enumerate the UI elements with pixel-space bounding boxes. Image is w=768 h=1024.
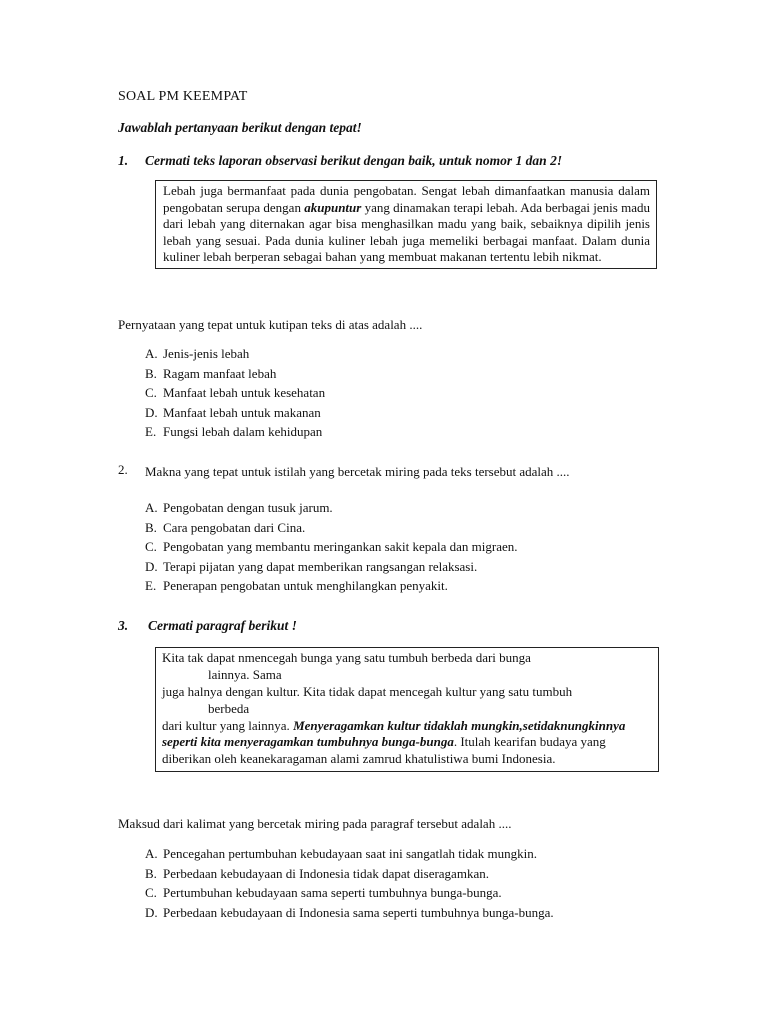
instruction-text: Jawablah pertanyaan berikut dengan tepat! xyxy=(118,120,362,135)
option-text: Pencegahan pertumbuhan kebudayaan saat ini sangatlah tidak mungkin. xyxy=(163,846,537,861)
question-1-stem: Pernyataan yang tepat untuk kutipan teks di atas adalah .... xyxy=(118,317,423,332)
option-letter: D. xyxy=(145,558,158,574)
paragraph-line: berbeda xyxy=(208,700,250,716)
option-letter: E. xyxy=(145,578,157,593)
option-text: Terapi pijatan yang dapat memberikan rangsangan relaksasi. xyxy=(163,558,478,574)
option-text: Pertumbuhan kebudayaan sama seperti tumbuhnya bunga-bunga. xyxy=(163,885,502,900)
option-letter: C. xyxy=(145,385,157,400)
option-item[interactable] xyxy=(145,346,665,366)
paragraph-line: juga halnya dengan kultur. Kita tidak dapat mencegah kultur yang satu tumbuh xyxy=(162,683,573,699)
question-3-heading xyxy=(118,617,297,635)
passage-emphasized-term: akupuntur xyxy=(304,199,362,215)
option-letter: A. xyxy=(145,500,158,515)
paragraph-line xyxy=(162,718,650,769)
question-2-number: 2. xyxy=(118,462,128,477)
option-letter: D. xyxy=(145,904,158,920)
question-1-heading xyxy=(118,152,678,170)
option-letter: E. xyxy=(145,424,157,439)
option-text: Jenis-jenis lebah xyxy=(163,346,250,361)
option-letter: B. xyxy=(145,865,157,881)
question-3-options xyxy=(145,846,705,924)
option-item[interactable] xyxy=(145,846,705,866)
option-letter: B. xyxy=(145,365,157,381)
option-item[interactable] xyxy=(145,520,705,540)
option-item[interactable] xyxy=(145,905,705,925)
option-text: Penerapan pengobatan untuk menghilangkan penyakit. xyxy=(163,578,448,593)
paragraph-emphasized-sentence: Menyeragamkan kultur tidaklah mungkin,setidaknungkinnya seperti kita menyeragamkan tumbuhnya bunga-bunga xyxy=(162,717,626,750)
question-3-heading-text: Cermati paragraf berikut ! xyxy=(148,618,297,633)
option-letter: B. xyxy=(145,519,157,535)
option-text: Manfaat lebah untuk makanan xyxy=(163,404,321,420)
option-text: Fungsi lebah dalam kehidupan xyxy=(163,424,323,439)
paragraph-box xyxy=(155,647,659,772)
question-3-stem: Maksud dari kalimat yang bercetak miring pada paragraf tersebut adalah .... xyxy=(118,816,512,831)
option-item[interactable] xyxy=(145,405,665,425)
question-1-number: 1. xyxy=(118,153,129,168)
question-3-number: 3. xyxy=(118,618,129,633)
question-2-options xyxy=(145,500,705,598)
document-title: SOAL PM KEEMPAT xyxy=(118,89,248,104)
passage-text-before: Lebah juga bermanfaat pada dunia pengobatan. Sengat lebah dimanfaatkan manusia dalam pengobatan serupa dengan xyxy=(163,183,650,215)
passage-text-after: yang dinamakan terapi lebah. Ada berbagai jenis madu dari lebah yang diternakan agar bisa menghasilkan madu yang baik, sebaiknya dipilih jenis lebah yang sesuai. Pada dunia kuliner lebah juga memeliki berbagai manfaat. Dalam dunia kuliner lebah berperan sebagai bahan yang membuat makanan tertentu lebih nikmat. xyxy=(163,199,650,264)
option-letter: C. xyxy=(145,885,157,900)
paragraph-line: lainnya. Sama xyxy=(208,666,282,682)
observation-passage-box xyxy=(155,180,657,269)
option-item[interactable] xyxy=(145,500,705,520)
question-1-heading-text: Cermati teks laporan observasi berikut dengan baik, untuk nomor 1 dan 2! xyxy=(145,153,563,168)
option-item[interactable] xyxy=(145,385,665,405)
paragraph-trailing-text: . Itulah kearifan budaya yang diberikan oleh keanekaragaman alami zamrud khatulistiwa bumi Indonesia. xyxy=(162,734,606,767)
question-2-stem: Makna yang tepat untuk istilah yang bercetak miring pada teks tersebut adalah .... xyxy=(145,464,570,479)
option-letter: C. xyxy=(145,539,157,554)
option-text: Perbedaan kebudayaan di Indonesia tidak dapat diseragamkan. xyxy=(163,865,489,881)
option-text: Manfaat lebah untuk kesehatan xyxy=(163,385,326,400)
option-item[interactable] xyxy=(145,559,705,579)
option-text: Pengobatan yang membantu meringankan sakit kepala dan migraen. xyxy=(163,539,518,554)
option-text: Pengobatan dengan tusuk jarum. xyxy=(163,500,333,515)
option-letter: A. xyxy=(145,346,158,361)
option-item[interactable] xyxy=(145,866,705,886)
option-item[interactable] xyxy=(145,366,665,386)
question-1-options xyxy=(145,346,665,444)
option-item[interactable] xyxy=(145,578,705,598)
option-text: Perbedaan kebudayaan di Indonesia sama seperti tumbuhnya bunga-bunga. xyxy=(163,904,554,920)
option-letter: A. xyxy=(145,846,158,861)
option-item[interactable] xyxy=(145,539,705,559)
option-text: Cara pengobatan dari Cina. xyxy=(163,519,306,535)
option-item[interactable] xyxy=(145,424,665,444)
option-item[interactable] xyxy=(145,885,705,905)
option-letter: D. xyxy=(145,404,158,420)
paragraph-line: Kita tak dapat nmencegah bunga yang satu tumbuh berbeda dari bunga xyxy=(162,650,531,665)
option-text: Ragam manfaat lebah xyxy=(163,365,277,381)
paragraph-plain-text: dari kultur yang lainnya. xyxy=(162,717,294,733)
